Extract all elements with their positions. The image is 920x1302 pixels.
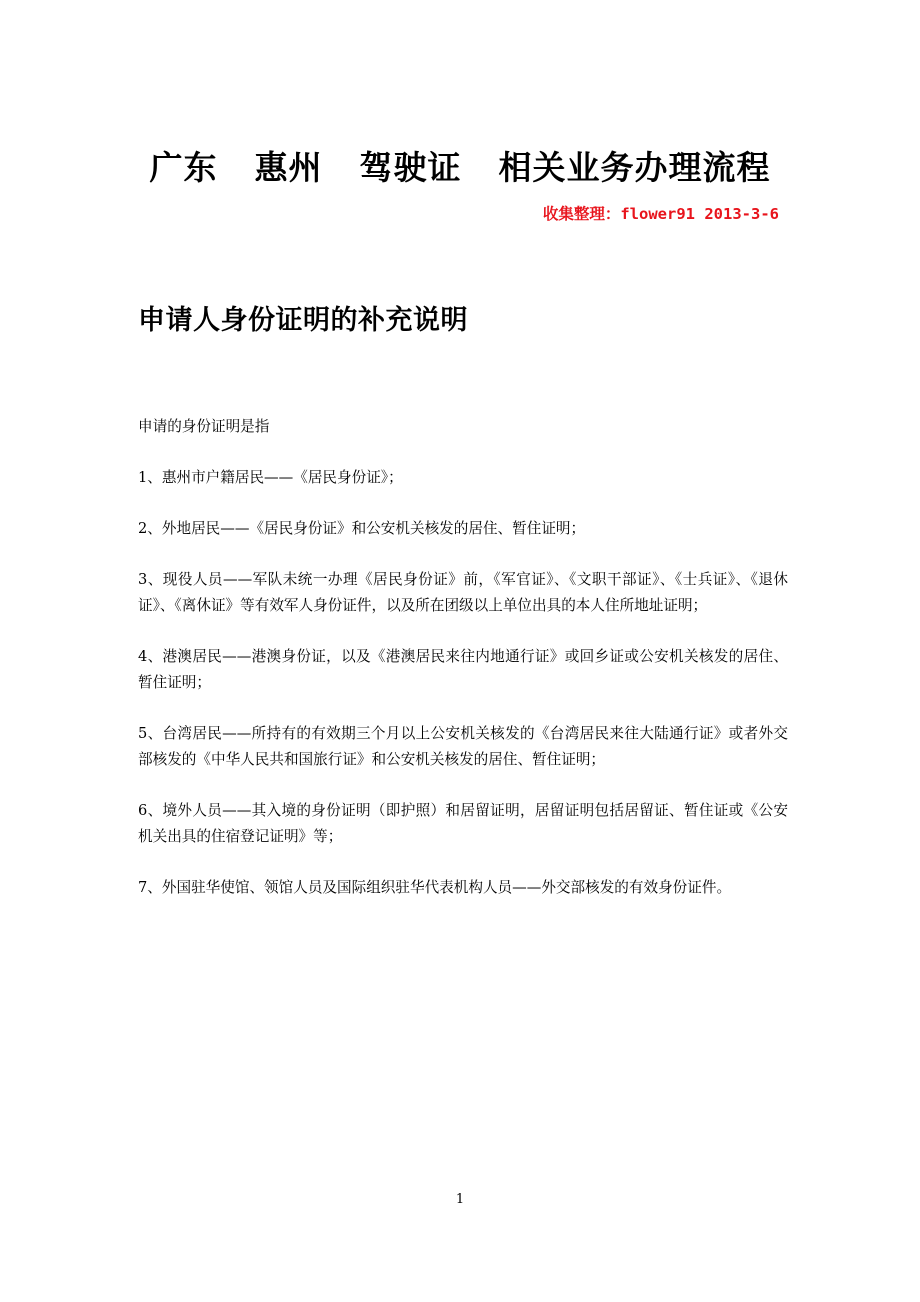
section-heading: 申请人身份证明的补充说明 [138,305,468,336]
list-item: 4、港澳居民——港澳身份证，以及《港澳居民来往内地通行证》或回乡证或公安机关核发的居住、暂住证明； [138,648,788,691]
list-item: 6、境外人员——其入境的身份证明（即护照）和居留证明，居留证明包括居留证、暂住证或《公安机关出具的住宿登记证明》等； [138,802,788,845]
identity-document-list [138,465,788,926]
list-item: 7、外国驻华使馆、领馆人员及国际组织驻华代表机构人员——外交部核发的有效身份证件。 [138,879,732,896]
intro-paragraph: 申请的身份证明是指 [138,418,270,435]
page-number: 1 [455,1192,465,1207]
collector-note: 收集整理：flower91 2013-3-6 [542,205,779,223]
list-item: 3、现役人员——军队未统一办理《居民身份证》前，《军官证》、《文职干部证》、《士兵证》、《退休证》、《离休证》等有效军人身份证件，以及所在团级以上单位出具的本人住所地址证明； [138,571,788,614]
document-title: 广东 惠州 驾驶证 相关业务办理流程 [149,148,771,187]
list-item: 5、台湾居民——所持有的有效期三个月以上公安机关核发的《台湾居民来往大陆通行证》或者外交部核发的《中华人民共和国旅行证》和公安机关核发的居住、暂住证明； [138,725,788,768]
list-item: 1、惠州市户籍居民——《居民身份证》； [138,469,403,486]
list-item: 2、外地居民——《居民身份证》和公安机关核发的居住、暂住证明； [138,520,586,537]
